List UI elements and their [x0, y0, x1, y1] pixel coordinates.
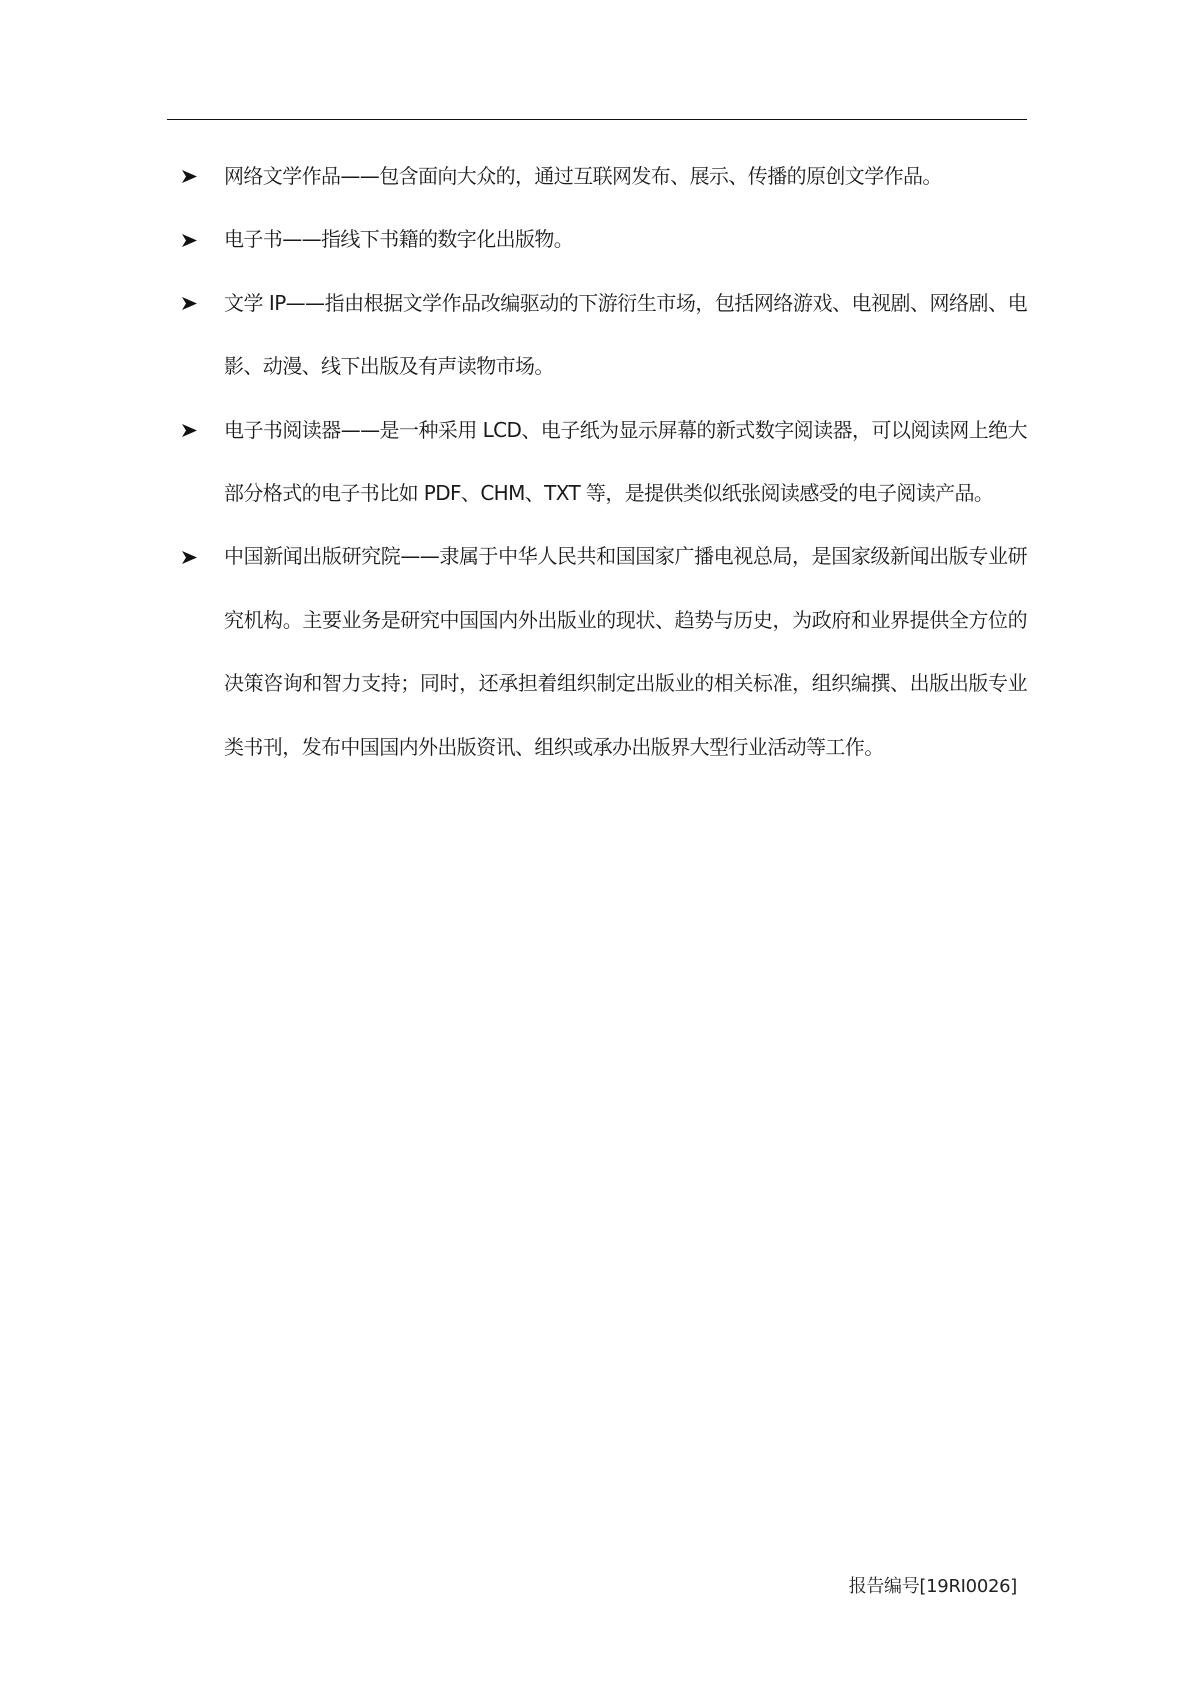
item-text: 中国新闻出版研究院——隶属于中华人民共和国国家广播电视总局，是国家级新闻出版专业研究机构。主要业务是研究中国国内外出版业的现状、趋势与历史，为政府和业界提供全方位的决策咨询和智力支持；同时，还承担着组织制定出版业的相关标准，组织编撰、出版出版专业类书刊，发布中国国内外出版资讯、组织或承办出版界大型行业活动等工作。	[224, 544, 1027, 759]
definitions-list	[182, 145, 1027, 779]
arrowhead-bullet-icon	[182, 399, 198, 462]
item-text: 文学 IP——指由根据文学作品改编驱动的下游衍生市场，包括网络游戏、电视剧、网络剧、电影、动漫、线下出版及有声读物市场。	[224, 290, 1027, 379]
item-text: 电子书阅读器——是一种采用 LCD、电子纸为显示屏幕的新式数字阅读器，可以阅读网上绝大部分格式的电子书比如 PDF、CHM、TXT 等，是提供类似纸张阅读感受的电子阅读产品。	[224, 417, 1027, 506]
item-text: 电子书——指线下书籍的数字化出版物。	[224, 227, 574, 252]
list-item	[182, 525, 1027, 779]
list-item	[182, 272, 1027, 399]
list-item	[182, 208, 1027, 271]
list-item	[182, 399, 1027, 526]
arrowhead-bullet-icon	[182, 525, 198, 588]
item-text: 网络文学作品——包含面向大众的，通过互联网发布、展示、传播的原创文学作品。	[224, 164, 942, 188]
arrowhead-bullet-icon	[182, 208, 198, 271]
header-divider	[167, 119, 1027, 120]
arrowhead-bullet-icon	[182, 272, 198, 335]
report-number: 报告编号[19RI0026]	[848, 1576, 1017, 1597]
arrowhead-bullet-icon	[182, 145, 198, 208]
list-item	[182, 145, 1027, 208]
